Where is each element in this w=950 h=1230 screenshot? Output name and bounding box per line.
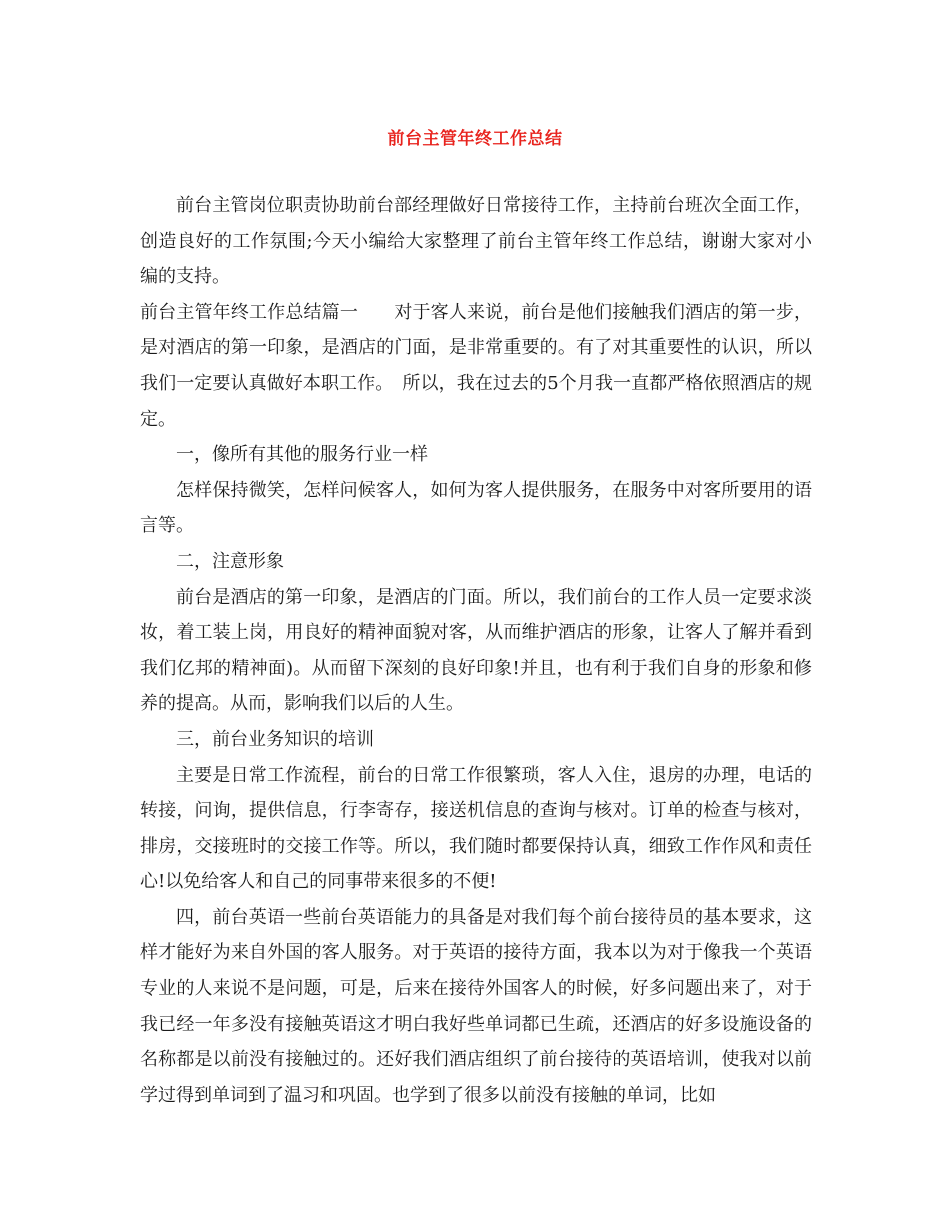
heading-two: 二，注意形象: [176, 550, 284, 572]
paragraph-smile-service: 怎样保持微笑，怎样问候客人，如何为客人提供服务，在服务中对客所要用的语言等。: [140, 479, 812, 537]
paragraph-image: 前台是酒店的第一印象，是酒店的门面。所以，我们前台的工作人员一定要求淡妆，着工装上岗，用良好的精神面貌对客，从而维护酒店的形象，让客人了解并看到我们亿邦的精神面)。从而留下深刻的良好印象!并且，也有利于我们自身的形象和修养的提高。从而，影响我们以后的人生。: [140, 586, 812, 715]
paragraph-english: 四，前台英语一些前台英语能力的具备是对我们每个前台接待员的基本要求，这样才能好为来自外国的客人服务。对于英语的接待方面，我本以为对于像我一个英语专业的人来说不是问题，可是，后来在接待外国客人的时候，好多问题出来了，对于我已经一年多没有接触英语这才明白我好些单词都已生疏，还酒店的好多设施设备的名称都是以前没有接触过的。还好我们酒店组织了前台接待的英语培训，使我对以前学过得到单词到了温习和巩固。也学到了很多以前没有接触的单词，比如: [140, 906, 812, 1106]
document-body: [140, 188, 812, 1113]
section-one-paragraph: 前台主管年终工作总结篇一 对于客人来说，前台是他们接触我们酒店的第一步，是对酒店的第一印象，是酒店的门面，是非常重要的。有了对其重要性的认识，所以我们一定要认真做好本职工作。 所以，我在过去的5个月我一直都严格依照酒店的规定。: [140, 301, 812, 430]
paragraph-training: 主要是日常工作流程，前台的日常工作很繁琐，客人入住，退房的办理，电话的转接，问询，提供信息，行李寄存，接送机信息的查询与核对。订单的检查与核对，排房，交接班时的交接工作等。所以，我们随时都要保持认真，细致工作作风和责任心!以免给客人和自己的同事带来很多的不便!: [140, 764, 812, 893]
heading-three: 三，前台业务知识的培训: [176, 728, 374, 750]
intro-paragraph: 前台主管岗位职责协助前台部经理做好日常接待工作，主持前台班次全面工作，创造良好的工作氛围;今天小编给大家整理了前台主管年终工作总结，谢谢大家对小编的支持。: [140, 195, 812, 288]
document-title: 前台主管年终工作总结: [387, 129, 563, 149]
heading-one: 一，像所有其他的服务行业一样: [176, 444, 428, 466]
